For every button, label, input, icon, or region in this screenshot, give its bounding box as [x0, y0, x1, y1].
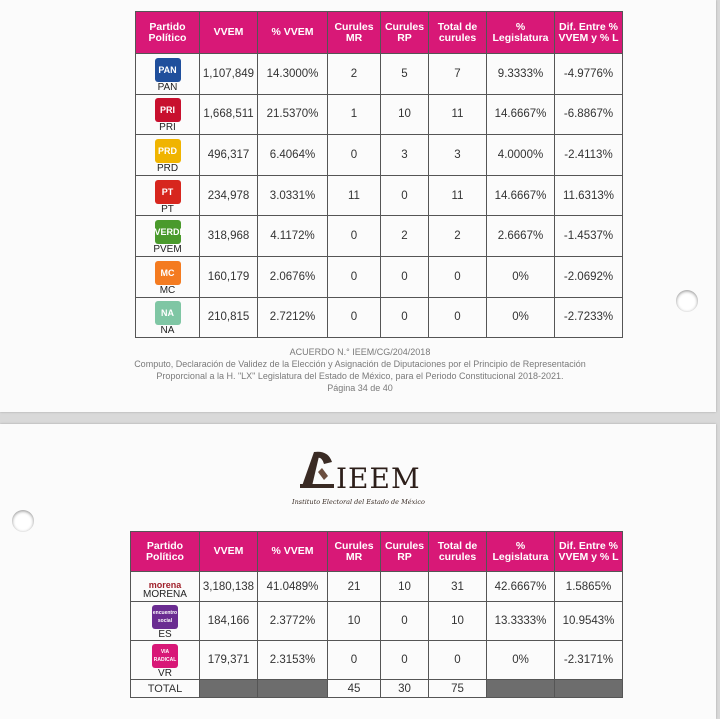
col-header-vvem: VVEM [200, 12, 258, 54]
vvem-cell: 184,166 [200, 602, 258, 641]
curules-mr-cell: 1 [328, 94, 381, 135]
curules-rp-cell: 3 [381, 135, 429, 176]
party-logo-vr-icon: VIA RADICAL [152, 644, 178, 668]
party-cell [136, 135, 200, 176]
vvem-cell: 318,968 [200, 216, 258, 257]
table-row [136, 256, 623, 297]
table-row [136, 216, 623, 257]
dif-cell: 1.5865% [555, 572, 623, 602]
curules-mr-cell: 0 [328, 297, 381, 338]
party-cell [136, 216, 200, 257]
curules-mr-cell: 0 [328, 641, 381, 680]
party-cell [136, 256, 200, 297]
col-header-curules-rp: Curules RP [381, 12, 429, 54]
vvem-cell: 3,180,138 [200, 572, 258, 602]
dif-cell: 10.9543% [555, 602, 623, 641]
pct-vvem-cell: 4.1172% [258, 216, 328, 257]
pct-vvem-cell: 14.3000% [258, 54, 328, 95]
party-cell [136, 175, 200, 216]
dif-cell: -4.9776% [555, 54, 623, 95]
document-page-35 [0, 424, 716, 719]
table-row [131, 602, 623, 641]
pct-legislatura-cell: 42.6667% [487, 572, 555, 602]
table-header-row [136, 12, 623, 54]
results-table-part-1 [135, 11, 623, 338]
footer-page-number: Página 34 de 40 [327, 383, 393, 393]
party-logo-na-icon: NA [155, 301, 181, 325]
pct-legislatura-cell: 9.3333% [487, 54, 555, 95]
party-logo-pvem-icon: VERDE [155, 220, 181, 244]
vvem-cell: 1,107,849 [200, 54, 258, 95]
party-logo-es-icon: encuentro social [152, 605, 178, 629]
party-cell [136, 54, 200, 95]
total-dif-empty [555, 680, 623, 698]
party-logo-pri-icon: PRI [155, 98, 181, 122]
total-pct-legislatura-empty [487, 680, 555, 698]
vvem-cell: 160,179 [200, 256, 258, 297]
footer-agreement-number: ACUERDO N.° IEEM/CG/204/2018 [289, 347, 431, 357]
dif-cell: -2.4113% [555, 135, 623, 176]
total-pct-vvem-empty [258, 680, 328, 698]
dif-cell: 11.6313% [555, 175, 623, 216]
table-header-row [131, 532, 623, 572]
party-abbr: PT [161, 203, 174, 215]
vvem-cell: 210,815 [200, 297, 258, 338]
curules-rp-cell: 0 [381, 641, 429, 680]
pct-vvem-cell: 2.7212% [258, 297, 328, 338]
curules-mr-cell: 2 [328, 54, 381, 95]
binder-hole [676, 290, 698, 312]
col-header-pct-vvem: % VVEM [258, 532, 328, 572]
party-cell [136, 297, 200, 338]
total-curules-cell: 11 [429, 175, 487, 216]
col-header-pct-vvem: % VVEM [258, 12, 328, 54]
table-row [136, 135, 623, 176]
dif-cell: -2.3171% [555, 641, 623, 680]
total-curules-cell: 7 [429, 54, 487, 95]
vvem-cell: 179,371 [200, 641, 258, 680]
pct-legislatura-cell: 4.0000% [487, 135, 555, 176]
table-row [136, 297, 623, 338]
curules-mr-cell: 0 [328, 216, 381, 257]
curules-rp-cell: 2 [381, 216, 429, 257]
table-row [131, 641, 623, 680]
col-header-vvem: VVEM [200, 532, 258, 572]
binder-hole [12, 510, 34, 532]
pct-vvem-cell: 2.0676% [258, 256, 328, 297]
table-row [136, 54, 623, 95]
vvem-cell: 496,317 [200, 135, 258, 176]
results-table-part-2 [130, 531, 623, 698]
party-logo-pan-icon: PAN [155, 58, 181, 82]
total-curules-cell: 11 [429, 94, 487, 135]
pct-legislatura-cell: 2.6667% [487, 216, 555, 257]
pct-legislatura-cell: 13.3333% [487, 602, 555, 641]
pct-vvem-cell: 2.3772% [258, 602, 328, 641]
col-header-dif: Dif. Entre % VVEM y % L [555, 532, 623, 572]
pct-vvem-cell: 6.4064% [258, 135, 328, 176]
total-curules-cell: 0 [429, 256, 487, 297]
curules-mr-cell: 11 [328, 175, 381, 216]
party-abbr: MORENA [143, 588, 187, 600]
curules-rp-cell: 0 [381, 175, 429, 216]
party-abbr: PVEM [153, 244, 182, 256]
party-cell [136, 94, 200, 135]
dif-cell: -1.4537% [555, 216, 623, 257]
total-curules-rp: 30 [381, 680, 429, 698]
col-header-party: Partido Político [136, 12, 200, 54]
party-abbr: PRI [159, 122, 176, 134]
pct-vvem-cell: 21.5370% [258, 94, 328, 135]
ieem-logo [290, 442, 430, 510]
col-header-pct-legislatura: % Legislatura [487, 532, 555, 572]
table-row [131, 572, 623, 602]
ieem-logo-name: IEEM [336, 462, 421, 495]
party-cell [131, 602, 200, 641]
pct-legislatura-cell: 14.6667% [487, 94, 555, 135]
party-abbr: MC [159, 284, 176, 296]
party-abbr: PRD [156, 162, 179, 174]
col-header-pct-legislatura: % Legislatura [487, 12, 555, 54]
total-curules-cell: 3 [429, 135, 487, 176]
pct-vvem-cell: 41.0489% [258, 572, 328, 602]
col-header-curules-mr: Curules MR [328, 12, 381, 54]
col-header-party: Partido Político [131, 532, 200, 572]
curules-rp-cell: 10 [381, 572, 429, 602]
col-header-total-curules: Total de curules [429, 532, 487, 572]
total-curules-cell: 0 [429, 297, 487, 338]
col-header-curules-rp: Curules RP [381, 532, 429, 572]
curules-rp-cell: 10 [381, 94, 429, 135]
col-header-total-curules: Total de curules [429, 12, 487, 54]
curules-mr-cell: 21 [328, 572, 381, 602]
party-cell [131, 572, 200, 602]
dif-cell: -2.0692% [555, 256, 623, 297]
party-abbr: PAN [157, 81, 178, 93]
curules-mr-cell: 0 [328, 256, 381, 297]
total-row [131, 680, 623, 698]
curules-mr-cell: 0 [328, 135, 381, 176]
curules-rp-cell: 5 [381, 54, 429, 95]
pct-legislatura-cell: 0% [487, 641, 555, 680]
party-logo-prd-icon: PRD [155, 139, 181, 163]
total-curules: 75 [429, 680, 487, 698]
party-logo-pt-icon: PT [155, 180, 181, 204]
ieem-logo-subtitle: Instituto Electoral del Estado de México [292, 498, 425, 506]
footer-description-1: Computo, Declaración de Validez de la Elección y Asignación de Diputaciones por el Principio de Representación [134, 359, 586, 369]
curules-rp-cell: 0 [381, 602, 429, 641]
vvem-cell: 1,668,511 [200, 94, 258, 135]
col-header-dif: Dif. Entre % VVEM y % L [555, 12, 623, 54]
party-abbr: ES [158, 629, 172, 640]
total-curules-cell: 0 [429, 641, 487, 680]
pct-vvem-cell: 3.0331% [258, 175, 328, 216]
footer-description-2: Proporcional a la H. "LX" Legislatura del Estado de México, para el Periodo Constitucional 2018-2021. [156, 371, 564, 381]
pct-vvem-cell: 2.3153% [258, 641, 328, 680]
ieem-emblem-icon [294, 446, 338, 490]
pct-legislatura-cell: 14.6667% [487, 175, 555, 216]
dif-cell: -2.7233% [555, 297, 623, 338]
total-vvem-empty [200, 680, 258, 698]
party-abbr: VR [158, 668, 172, 679]
dif-cell: -6.8867% [555, 94, 623, 135]
total-curules-mr: 45 [328, 680, 381, 698]
total-curules-cell: 31 [429, 572, 487, 602]
party-logo-morena-icon: morena [148, 579, 182, 590]
curules-mr-cell: 10 [328, 602, 381, 641]
total-label: TOTAL [131, 680, 200, 698]
total-curules-cell: 10 [429, 602, 487, 641]
table-row [136, 175, 623, 216]
pct-legislatura-cell: 0% [487, 297, 555, 338]
party-cell [131, 641, 200, 680]
total-curules-cell: 2 [429, 216, 487, 257]
table-row [136, 94, 623, 135]
pct-legislatura-cell: 0% [487, 256, 555, 297]
party-abbr: NA [160, 325, 175, 337]
curules-rp-cell: 0 [381, 297, 429, 338]
document-footer [90, 346, 630, 394]
curules-rp-cell: 0 [381, 256, 429, 297]
vvem-cell: 234,978 [200, 175, 258, 216]
party-logo-mc-icon: MC [155, 261, 181, 285]
col-header-curules-mr: Curules MR [328, 532, 381, 572]
